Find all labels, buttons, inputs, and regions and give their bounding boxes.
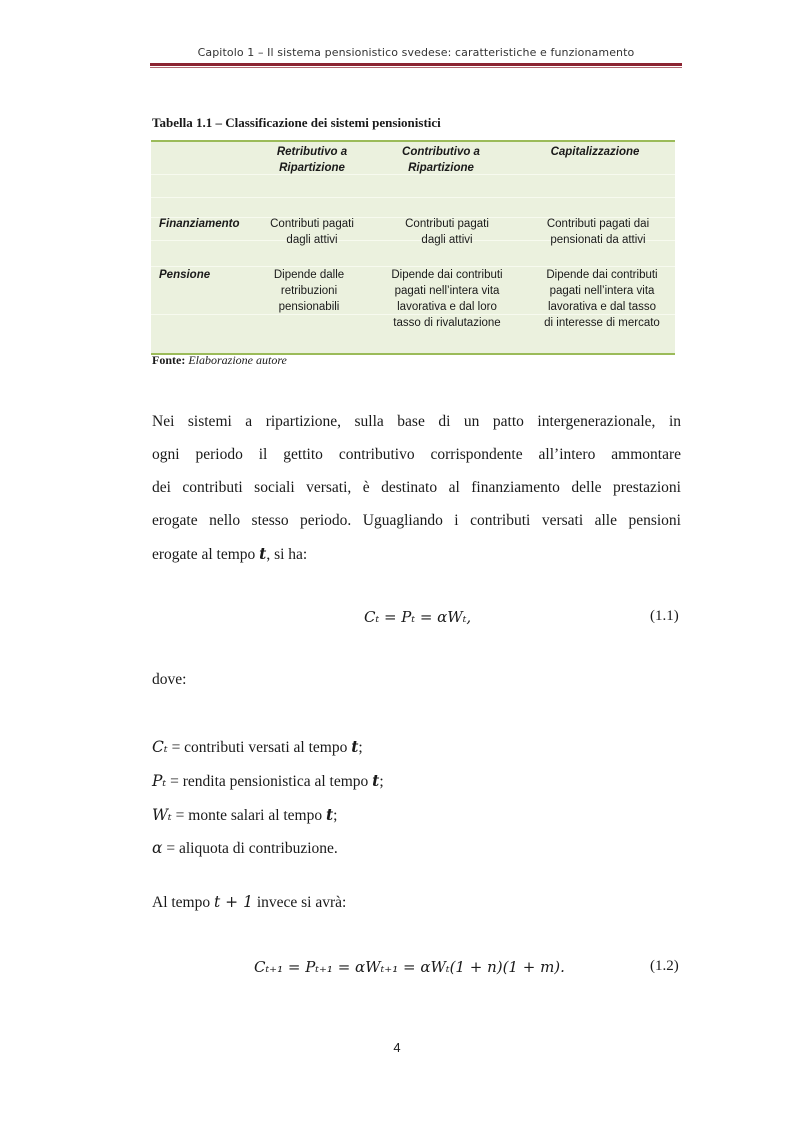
table-cell: Dipende dai contributi pagati nell’intera vita lavorativa e dal loro tasso di rivalutazione [391,269,503,329]
row-label-pensione: Pensione [159,269,211,281]
page-number: 4 [393,1040,401,1055]
equation-number-1-1: (1.1) [650,608,679,624]
equation-1-2: Cₜ₊₁ = Pₜ₊₁ = αWₜ₊₁ = αWₜ(1 + n)(1 + m). [254,958,565,976]
next-period-sentence: Al tempo t + 1 invece si avrà: [152,893,347,911]
table-cell: Contributi pagati dagli attivi [270,218,354,246]
definition-item: α = aliquota di contribuzione. [152,839,338,857]
table-cell: Contributi pagati dagli attivi [405,218,489,246]
table-cell: Dipende dai contributi pagati nell’intera vita lavorativa e dal tasso di interesse di mercato [544,269,660,329]
definition-item: Pₜ = rendita pensionistica al tempo t; [152,771,384,790]
column-header-retributivo: Retributivo a Ripartizione [276,146,348,174]
table-source: Fonte: Elaborazione autore [152,353,287,367]
definition-item: Cₜ = contributi versati al tempo t; [152,737,363,756]
classification-table [151,140,675,355]
table-cell: Contributi pagati dai pensionati da attivi [546,218,650,246]
header-rule [150,63,682,66]
table-cell: Dipende dalle retribuzioni pensionabili [273,269,345,313]
equation-1-1: Cₜ = Pₜ = αWₜ, [364,608,472,626]
column-header-contributivo: Contributivo a Ripartizione [402,146,480,174]
dove-label: dove: [152,671,187,688]
definition-list [152,730,384,865]
body-paragraph: Nei sistemi a ripartizione, sulla base di un patto intergenerazionale, in ogni periodo il gettito contributivo corrispondente all’intero ammontare dei contributi sociali versati, è destinato al finanziamento delle prestazioni erogate nello stesso periodo. Uguagliando i contributi versati alle pensioni erogate al tempo t, si ha: [152,413,681,563]
table-caption: Tabella 1.1 – Classificazione dei sistemi pensionistici [152,115,441,130]
equation-number-1-2: (1.2) [650,958,679,974]
column-header-capitalizzazione: Capitalizzazione [550,146,640,158]
definition-item: Wₜ = monte salari al tempo t; [152,805,338,824]
header-rule-thin [150,67,682,68]
running-header: Capitolo 1 – Il sistema pensionistico svedese: caratteristiche e funzionamento [197,46,635,59]
row-separator [151,197,675,198]
row-label-finanziamento: Finanziamento [159,218,240,230]
